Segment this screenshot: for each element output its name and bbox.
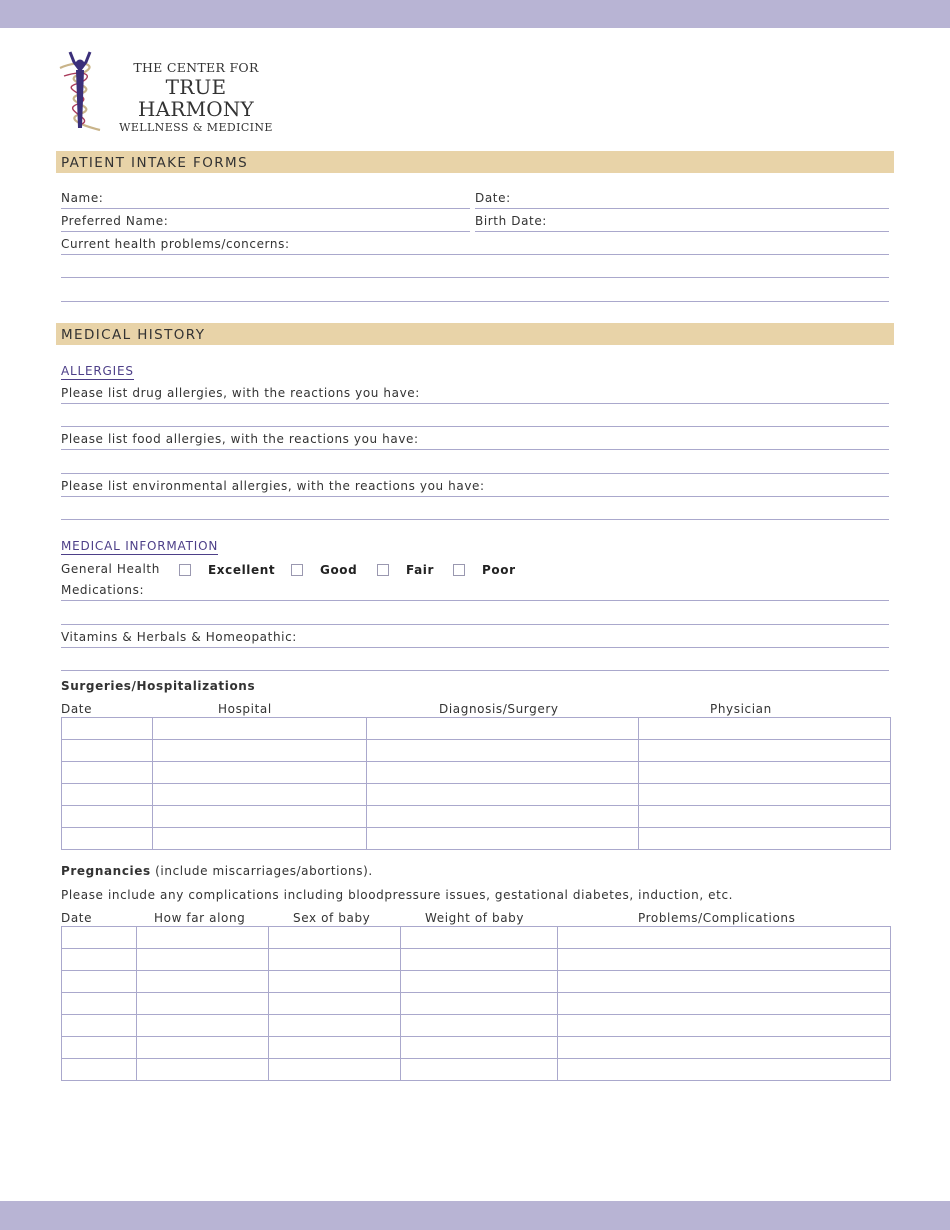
poor-checkbox[interactable]	[453, 564, 465, 576]
food-allergies-label: Please list food allergies, with the reactions you have:	[61, 432, 419, 446]
pregnancies-cell[interactable]	[558, 1059, 891, 1081]
pregnancies-cell[interactable]	[62, 1015, 137, 1037]
concerns-line-2[interactable]	[61, 277, 889, 278]
surgeries-row	[62, 740, 891, 762]
drug-allergies-label: Please list drug allergies, with the reactions you have:	[61, 386, 420, 400]
pregnancies-cell[interactable]	[269, 1015, 401, 1037]
pregnancies-cell[interactable]	[269, 927, 401, 949]
surgeries-cell[interactable]	[62, 828, 153, 850]
medications-line-2[interactable]	[61, 624, 889, 625]
good-label: Good	[320, 563, 358, 577]
pregnancies-cell[interactable]	[269, 971, 401, 993]
pregnancies-col-sex: Sex of baby	[293, 911, 371, 925]
pregnancies-cell[interactable]	[137, 949, 269, 971]
pregnancies-cell[interactable]	[558, 949, 891, 971]
pregnancies-row	[62, 927, 891, 949]
pregnancies-col-weight: Weight of baby	[425, 911, 525, 925]
pregnancies-cell[interactable]	[62, 927, 137, 949]
surgeries-cell[interactable]	[367, 740, 639, 762]
food-allergies-line-2[interactable]	[61, 473, 889, 474]
concerns-field[interactable]	[61, 233, 889, 255]
surgeries-cell[interactable]	[62, 718, 153, 740]
pregnancies-col-how-far: How far along	[154, 911, 246, 925]
vitamins-field[interactable]	[61, 626, 889, 648]
concerns-label: Current health problems/concerns:	[61, 237, 290, 251]
excellent-label: Excellent	[208, 563, 276, 577]
logo-line-1: THE CENTER FOR	[133, 60, 259, 75]
pregnancies-title-note: (include miscarriages/abortions).	[150, 864, 373, 878]
surgeries-cell[interactable]	[367, 784, 639, 806]
vitamins-label: Vitamins & Herbals & Homeopathic:	[61, 630, 297, 644]
surgeries-col-date: Date	[61, 702, 93, 716]
surgeries-cell[interactable]	[367, 718, 639, 740]
pregnancies-cell[interactable]	[137, 1015, 269, 1037]
pregnancies-cell[interactable]	[137, 993, 269, 1015]
general-health-label: General Health	[61, 562, 160, 576]
vitamins-line-2[interactable]	[61, 670, 889, 671]
pregnancies-cell[interactable]	[401, 927, 558, 949]
surgeries-cell[interactable]	[367, 806, 639, 828]
drug-allergies-field[interactable]	[61, 382, 889, 404]
pregnancies-col-problems: Problems/Complications	[638, 911, 796, 925]
pregnancies-cell[interactable]	[401, 971, 558, 993]
surgeries-row	[62, 718, 891, 740]
surgeries-cell[interactable]	[153, 828, 367, 850]
surgeries-cell[interactable]	[639, 784, 891, 806]
pregnancies-instructions: Please include any complications including bloodpressure issues, gestational diabetes, induction, etc.	[61, 888, 734, 902]
preferred-name-field[interactable]	[61, 210, 470, 232]
surgeries-cell[interactable]	[153, 784, 367, 806]
surgeries-row	[62, 828, 891, 850]
pregnancies-title: Pregnancies	[61, 864, 151, 878]
pregnancies-row	[62, 949, 891, 971]
pregnancies-row	[62, 1059, 891, 1081]
surgeries-cell[interactable]	[639, 718, 891, 740]
date-field[interactable]	[475, 187, 889, 209]
pregnancies-cell[interactable]	[62, 993, 137, 1015]
pregnancies-heading	[61, 864, 373, 878]
pregnancies-cell[interactable]	[269, 949, 401, 971]
pregnancies-cell[interactable]	[62, 971, 137, 993]
surgeries-table	[61, 717, 891, 850]
surgeries-cell[interactable]	[153, 740, 367, 762]
concerns-line-3[interactable]	[61, 301, 889, 302]
surgeries-cell[interactable]	[639, 806, 891, 828]
pregnancies-row	[62, 993, 891, 1015]
name-field[interactable]	[61, 187, 470, 209]
section-title: PATIENT INTAKE FORMS	[61, 155, 249, 171]
fair-label: Fair	[406, 563, 435, 577]
surgeries-row	[62, 806, 891, 828]
medications-label: Medications:	[61, 583, 145, 597]
pregnancies-cell[interactable]	[137, 1059, 269, 1081]
birth-date-label: Birth Date:	[475, 214, 547, 228]
bottom-band	[0, 1201, 950, 1230]
pregnancies-cell[interactable]	[62, 1037, 137, 1059]
pregnancies-cell[interactable]	[62, 949, 137, 971]
pregnancies-cell[interactable]	[401, 1037, 558, 1059]
fair-checkbox[interactable]	[377, 564, 389, 576]
surgeries-cell[interactable]	[153, 762, 367, 784]
medications-field[interactable]	[61, 579, 889, 601]
surgeries-col-hospital: Hospital	[218, 702, 272, 716]
spiral-figure-icon	[52, 48, 108, 134]
pregnancies-cell[interactable]	[137, 927, 269, 949]
pregnancies-cell[interactable]	[401, 1015, 558, 1037]
surgeries-cell[interactable]	[639, 740, 891, 762]
date-label: Date:	[475, 191, 511, 205]
surgeries-row	[62, 762, 891, 784]
section-patient-intake	[56, 151, 894, 173]
surgeries-col-diagnosis: Diagnosis/Surgery	[439, 702, 559, 716]
surgeries-cell[interactable]	[367, 828, 639, 850]
surgeries-cell[interactable]	[367, 762, 639, 784]
section-medical-history	[56, 323, 894, 345]
surgeries-cell[interactable]	[153, 806, 367, 828]
name-label: Name:	[61, 191, 104, 205]
surgeries-cell[interactable]	[153, 718, 367, 740]
surgeries-cell[interactable]	[62, 806, 153, 828]
pregnancies-cell[interactable]	[558, 1037, 891, 1059]
surgeries-col-physician: Physician	[710, 702, 772, 716]
environmental-allergies-label: Please list environmental allergies, with the reactions you have:	[61, 479, 485, 493]
surgeries-cell[interactable]	[62, 762, 153, 784]
pregnancies-table	[61, 926, 891, 1081]
drug-allergies-line-2[interactable]	[61, 426, 889, 427]
excellent-checkbox[interactable]	[179, 564, 191, 576]
pregnancies-cell[interactable]	[269, 1037, 401, 1059]
environmental-allergies-field[interactable]	[61, 475, 889, 497]
medical-information-heading: MEDICAL INFORMATION	[61, 539, 219, 553]
surgeries-row	[62, 784, 891, 806]
surgeries-cell[interactable]	[62, 784, 153, 806]
top-band	[0, 0, 950, 28]
surgeries-cell[interactable]	[62, 740, 153, 762]
pregnancies-cell[interactable]	[137, 1037, 269, 1059]
birth-date-field[interactable]	[475, 210, 889, 232]
pregnancies-cell[interactable]	[558, 993, 891, 1015]
environmental-allergies-line-2[interactable]	[61, 519, 889, 520]
pregnancies-row	[62, 1015, 891, 1037]
pregnancies-cell[interactable]	[401, 949, 558, 971]
pregnancies-cell[interactable]	[269, 1059, 401, 1081]
pregnancies-cell[interactable]	[558, 971, 891, 993]
surgeries-title: Surgeries/Hospitalizations	[61, 679, 256, 693]
pregnancies-cell[interactable]	[558, 1015, 891, 1037]
logo	[52, 48, 292, 134]
pregnancies-cell[interactable]	[401, 993, 558, 1015]
pregnancies-cell[interactable]	[401, 1059, 558, 1081]
logo-line-3: WELLNESS & MEDICINE	[119, 121, 273, 134]
preferred-name-label: Preferred Name:	[61, 214, 169, 228]
pregnancies-cell[interactable]	[558, 927, 891, 949]
surgeries-cell[interactable]	[639, 762, 891, 784]
logo-line-2: TRUE HARMONY	[138, 75, 254, 121]
pregnancies-col-date: Date	[61, 911, 93, 925]
pregnancies-row	[62, 1037, 891, 1059]
poor-label: Poor	[482, 563, 516, 577]
pregnancies-cell[interactable]	[269, 993, 401, 1015]
food-allergies-field[interactable]	[61, 428, 889, 450]
good-checkbox[interactable]	[291, 564, 303, 576]
pregnancies-cell[interactable]	[62, 1059, 137, 1081]
pregnancies-cell[interactable]	[137, 971, 269, 993]
surgeries-cell[interactable]	[639, 828, 891, 850]
pregnancies-row	[62, 971, 891, 993]
section-title: MEDICAL HISTORY	[61, 327, 206, 343]
allergies-heading: ALLERGIES	[61, 364, 134, 378]
